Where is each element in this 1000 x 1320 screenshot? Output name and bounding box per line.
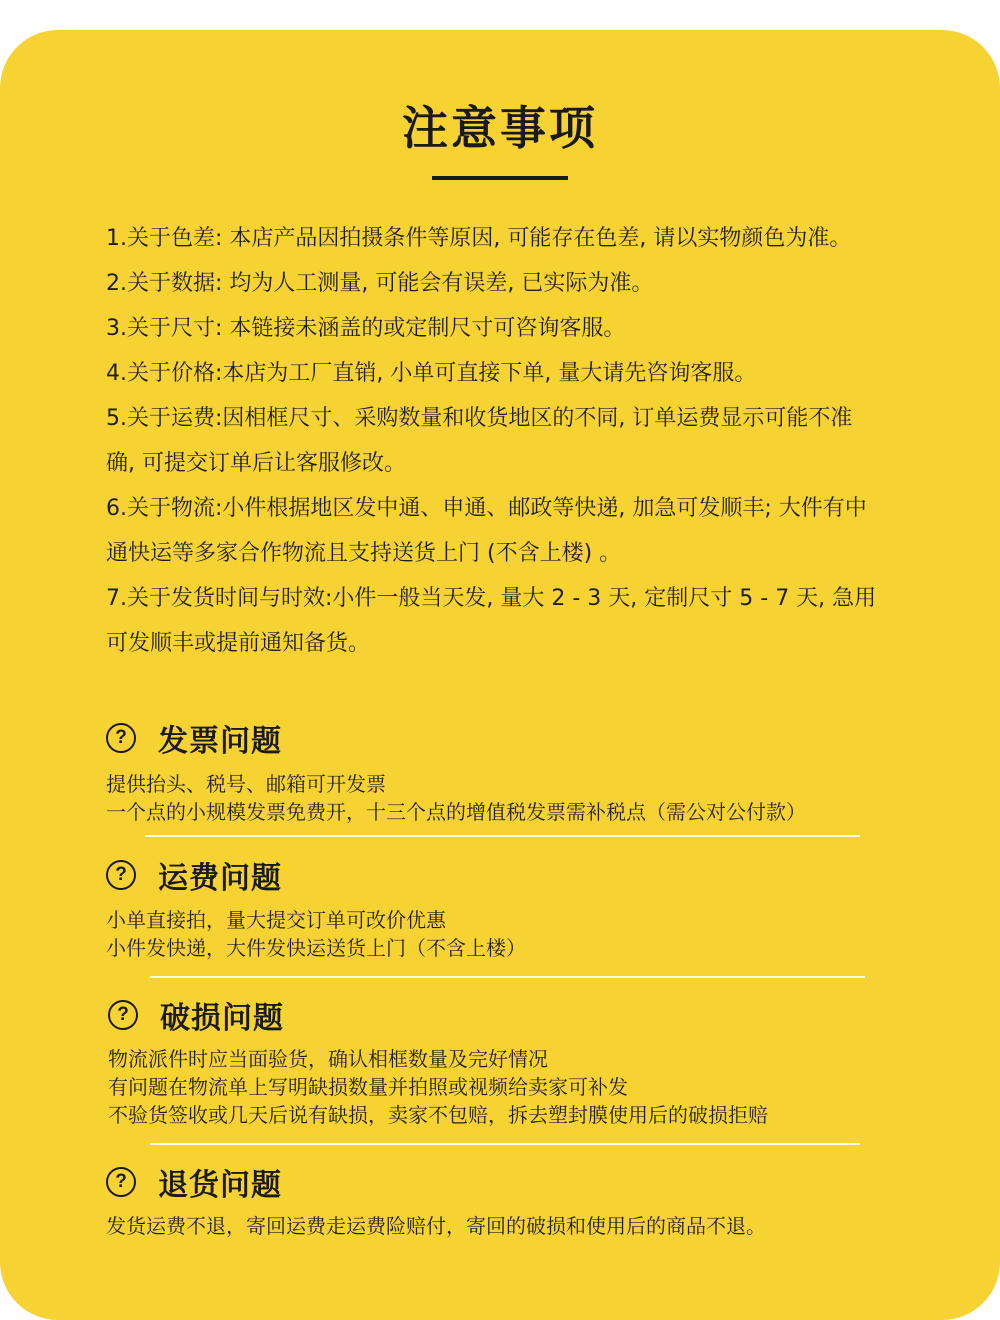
note-line: 6.关于物流:小件根据地区发中通、申通、邮政等快递, 加急可发顺丰; 大件有中 (106, 496, 867, 521)
note-line: 确, 可提交订单后让客服修改。 (106, 451, 406, 476)
section-line: 物流派件时应当面验货，确认相框数量及完好情况 (108, 1047, 548, 1071)
section-line: 有问题在物流单上写明缺损数量并拍照或视频给卖家可补发 (108, 1075, 628, 1099)
note-line: 7.关于发货时间与时效:小件一般当天发, 量大 2 - 3 天, 定制尺寸 5 - 7 天, 急用 (106, 586, 877, 611)
section-line: 小件发快递，大件发快运送货上门（不含上楼） (106, 936, 526, 960)
notes-list (106, 216, 906, 666)
note-line: 5.关于运费:因相框尺寸、采购数量和收货地区的不同, 订单运费显示可能不准 (106, 406, 853, 431)
section-damage-body (108, 1045, 768, 1129)
page-title: 注意事项 (402, 101, 598, 155)
note-line: 可发顺丰或提前通知备货。 (106, 631, 371, 656)
section-line: 不验货签收或几天后说有缺损，卖家不包赔，拆去塑封膜使用后的破损拒赔 (108, 1103, 768, 1127)
section-damage-title: 破损问题 (160, 1001, 284, 1036)
section-damage-header (108, 995, 284, 1035)
note-line: 1.关于色差: 本店产品因拍摄条件等原因, 可能存在色差, 请以实物颜色为准。 (106, 226, 852, 251)
section-return-title: 退货问题 (158, 1168, 282, 1203)
section-shipping-header (106, 855, 282, 895)
section-invoice-title: 发票问题 (158, 724, 282, 759)
section-line: 一个点的小规模发票免费开，十三个点的增值税发票需补税点（需公对公付款） (106, 800, 806, 824)
section-line: 发货运费不退，寄回运费走运费险赔付，寄回的破损和使用后的商品不退。 (106, 1214, 766, 1238)
section-invoice-body (106, 770, 806, 826)
section-shipping-body (106, 906, 526, 962)
question-circle-icon: ? (108, 1000, 138, 1030)
question-circle-icon: ? (106, 1167, 136, 1197)
note-line: 2.关于数据: 均为人工测量, 可能会有误差, 已实际为准。 (106, 271, 654, 296)
section-line: 小单直接拍，量大提交订单可改价优惠 (106, 908, 446, 932)
title-underline (432, 176, 568, 180)
question-circle-icon: ? (106, 860, 136, 890)
section-shipping-title: 运费问题 (158, 861, 282, 896)
section-divider (150, 1143, 860, 1145)
question-circle-icon: ? (106, 723, 136, 753)
section-invoice-header (106, 718, 282, 758)
note-line: 3.关于尺寸: 本链接未涵盖的或定制尺寸可咨询客服。 (106, 316, 626, 341)
note-line: 通快运等多家合作物流且支持送货上门 (不含上楼) 。 (106, 541, 622, 566)
note-line: 4.关于价格:本店为工厂直销, 小单可直接下单, 量大请先咨询客服。 (106, 361, 757, 386)
section-divider (150, 976, 865, 978)
section-return-header (106, 1162, 282, 1202)
section-return-body (106, 1212, 766, 1240)
section-line: 提供抬头、税号、邮箱可开发票 (106, 772, 386, 796)
section-divider (145, 835, 860, 837)
